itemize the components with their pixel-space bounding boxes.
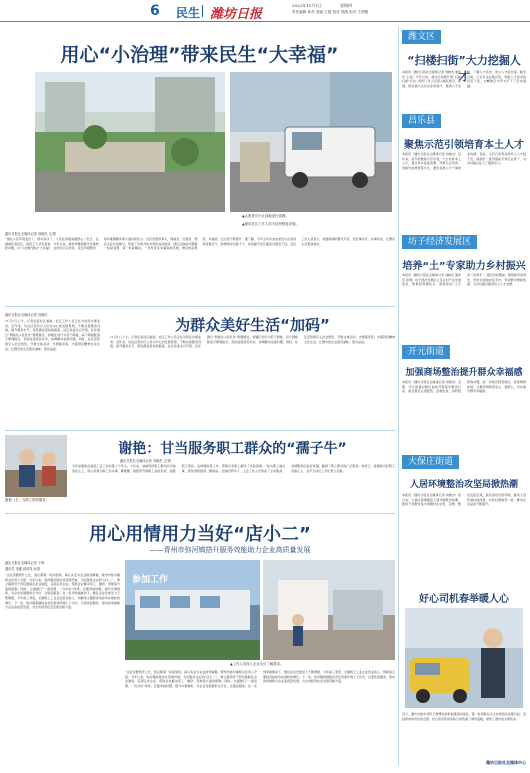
divider-3 [5, 513, 395, 514]
masthead [0, 0, 530, 22]
top-story-photo-2 [230, 72, 392, 212]
sidebar-body-1: 本报讯（潍坊日报社全媒体记者 刘晓杰 通讯员 王丽）今年以来，潍文区积极开展“扫楼扫街”行动，组织工作人员深入辖区楼宇、街道，挨家挨户走访企业和商户，摸清人才底数，了解人才需求，建立人才信息库。截至目前，已走访企业数百家，收集人才需求信息若干条，为精准引才育才打下了坚实基础。 [402, 70, 526, 88]
story3-caption: 谢艳（右）为职工提供服务。 [5, 498, 50, 502]
story4-photo-2 [263, 560, 395, 660]
story4-byline-2: 通讯员 李鑫 蒋成茂 孙国 [5, 567, 40, 571]
sidebar-body-3: 本报讯（潍坊日报社全媒体记者 刘晓杰 通讯员 孙明）坊子经济发展区立足乡村产业发展需求，积极培养懂技术、善经营的“土专家”“田秀才”，通过田间课堂、现场教学等形式，把技术送到农民手中，带动群众增收致富，为乡村振兴提供有力人才支撑。 [402, 273, 526, 287]
editor-credits: 责任编辑 孙杰 美编 王霞 校对 郑鸿 组对 王倩媛 [292, 10, 369, 14]
column-separator [398, 26, 399, 766]
sidebar-tag-4: 开元街道 [402, 345, 450, 359]
story4-photo-label: 参加工作 [132, 575, 169, 585]
sidebar-body-5: 本报讯（潍坊日报社全媒体记者 刘晓杰）连日来，大保庄街道掀起人居环境整治热潮，组织干部群众集中清理村庄垃圾、杂物，整治乱搭乱建，美化绿化村居环境，推动人居环境持续改善，村容村貌焕然一新，群众生活品质不断提升。 [402, 493, 526, 507]
sidebar-body-2: 本报讯（潍坊日报社全媒体记者 刘晓杰）近年来，昌乐县聚焦示范引领，大力培育本土人才，通过举办技能竞赛、开展专业培训、选树先进典型等方式，激发各类人才干事创业热情。目前，全县已培育各类本土人才数千名，涌现出一批带富能手和行业骨干，为乡村振兴注入了强劲动力。 [402, 152, 526, 170]
issue-weekday: 星期四 [340, 3, 352, 8]
top-story-body: “现在小区环境变好了，停车有序了，大家住得越来越舒心。”近日，在潍城区某社区，居民王大爷笑着说。今年以来，潍坊市聚焦群众急难愁盼问题，以“小治理”推动“大幸福”，在老旧小区改造、社区环境整治、停车难题解决等方面持续发力。社区党组织牵头，网格员、志愿者、物业企业共同参与，形成了共建共治共享的良好格局。居民反映的问题第一时间受理、第一时间解决，一件件民生实事落地见效，群众的获得感、幸福感、安全感不断提升。据了解，今年全市共完成老旧小区改造项目数百个，新增停车位数千个，改造提升社区服务设施若干处。社区工作人员表示，将继续倾听群众声音，把好事办好、实事办实，让群众生活更加美好。 [5, 237, 395, 251]
sidebar-title-6: 好心司机春举暖人心 [419, 594, 509, 605]
sidebar-title-5: 人居环境整治攻坚局掀热潮 [409, 480, 518, 490]
sidebar-tag-5: 大保庄街道 [402, 455, 459, 469]
story4-title: 用心用情用力当好“店小二” [89, 524, 311, 545]
page-section: 民生 [176, 6, 201, 20]
issue-date: 2022年11月1日 [292, 3, 322, 8]
story2-body: 11月1日上午，记者在某社区看到，社区工作人员正在为居民办理业务。近年来，该社区坚持以人民为中心的发展思想，不断完善服务设施，提升服务水平，居民满意度持续提高。社区党委书记介绍，社区推行“网格化+信息化”管理模式，将辖区划分为若干网格，每个网格配备专职网格员，及时收集居民诉求，协调解决各类问题。同时，社区还积极引入社会组织，开展文体活动、志愿服务等，丰富居民精神文化生活，让群众的生活更有滋味、更有品质。 [110, 335, 395, 349]
story4-body: “企业需要帮什么忙，我们都第一时间到场，真心实意为企业排忧解难。”青州市弥河镇相关负责人介绍。今年以来，弥河镇持续优化营商环境，当好服务企业的“店小二”，建立镇领导干部包靠联系企业制度，定期走访企业，帮助企业解决用工、融资、用地等方面的困难。同时，全面推行“一窗受理、一次办好”改革，压缩审批时限，提升办事效率，为企业发展提供全方位、全链条服务。在一系列举措推动下，辖区企业发展活力不断增强，今年前三季度，全镇规上工业企业营业收入、利税等主要经济指标均实现较快增长。下一步，弥河镇将继续在优化营商环境上下功夫，以更优的服务、更实的举措助力企业高质量发展，为全市经济社会发展贡献力量。 [125, 670, 395, 688]
story4-subtitle: ——青州市弥河镇搭升服务效能助力企业高质量发展 [149, 546, 311, 554]
sidebar-tag-3: 坊子经济发展区 [402, 235, 477, 249]
divider-2 [5, 430, 395, 431]
story3-photo [5, 435, 67, 497]
top-story-caption-1: ▲志愿者对小区绿地进行清理。 [242, 214, 289, 218]
masthead-divider [202, 5, 203, 17]
story2-body-left: 11月1日上午，记者在某社区看到，社区工作人员正在为居民办理业务。近年来，该社区坚持以人民为中心的发展思想，不断完善服务设施，提升服务水平，居民满意度持续提高。社区党委书记介绍，社区推行“网格化+信息化”管理模式，将辖区划分为若干网格，每个网格配备专职网格员，及时收集居民诉求，协调解决各类问题。同时，社区还积极引入社会组织，开展文体活动、志愿服务等，丰富居民精神文化生活，让群众的生活更有滋味、更有品质。 [5, 319, 100, 351]
top-story-caption-2: ▲潍坊社区工作人员为居民修复设施。 [242, 222, 299, 226]
story4-caption: ▲工作人员深入企业走访了解需求。 [230, 662, 284, 666]
sidebar-title-1: “扫楼扫街”大力挖掘人才 [407, 54, 521, 83]
sidebar-caption-6: 近日，潍坊出租车司机王师傅捡到乘客遗落的钱包，第一时间联系失主并将钱包完璧归赵，受到乘客和市民的点赞。好心的司机用实际行动传递了城市温暖，展现了潍坊的文明风采。 [402, 712, 526, 721]
story3-byline: 潍坊日报社全媒体记者 刘晓杰 文/图 [120, 459, 171, 463]
sidebar-tag-1: 潍文区 [402, 30, 441, 44]
top-story-title: 用心“小治理”带来民生“大幸福” [60, 44, 339, 66]
top-story-byline: 潍坊日报社全媒体记者 刘晓杰 文/图 [5, 232, 56, 236]
sidebar-photo [405, 608, 523, 708]
sidebar-body-4: 本报讯（潍坊日报社全媒体记者 刘晓杰）近期，开元街道对辖区商场开展集中整治行动，重点整治占道经营、乱堆乱放、消防隐患等问题，进一步规范经营秩序，改善购物环境，让群众购物更安心、更舒心，切实提升群众幸福感。 [402, 380, 526, 394]
story2-title: 为群众美好生活“加码” [175, 316, 330, 334]
top-story-photo [35, 72, 225, 212]
sidebar-tag-2: 昌乐县 [402, 114, 441, 128]
story3-body: 今年是谢艳在基层工会工作的第十个年头。十年来，她始终把职工群众的冷暖放在心上，用心用情为职工办实事、解难题。她组织开展职工技能培训、困难职工帮扶、法律援助等工作，帮助许多职工解决了实际困难。“能为职工做点事，我觉得很值得。”谢艳说。在她的带动下，工会工作人员形成了主动服务、热情服务的良好氛围，赢得了职工群众的广泛赞誉。她表示，将继续当好职工的贴心人，在平凡岗位上作出更大贡献。 [72, 464, 395, 473]
page-footer: 潍坊日报社全媒体中心 [486, 760, 526, 765]
divider-1 [5, 306, 395, 307]
sidebar-title-4: 加强商场整治提升群众幸福感 [405, 368, 523, 378]
story3-title: 谢艳：甘当服务职工群众的“孺子牛” [118, 441, 347, 457]
sidebar-title-2: 聚焦示范引领培育本土人才 [404, 140, 524, 151]
story2-byline: 潍坊日报社全媒体记者 刘晓杰 [5, 313, 48, 317]
page-number: 6 [150, 3, 160, 19]
newspaper-logo: 潍坊日报 [210, 7, 263, 22]
sidebar-title-3: 培养“土”专家助力乡村振兴 [402, 261, 526, 272]
story4-body-left: “企业需要帮什么忙，我们都第一时间到场，真心实意为企业排忧解难。”青州市弥河镇相关负责人介绍。今年以来，弥河镇持续优化营商环境，当好服务企业的“店小二”，建立镇领导干部包靠联系企业制度，定期走访企业，帮助企业解决用工、融资、用地等方面的困难。同时，全面推行“一窗受理、一次办好”改革，压缩审批时限，提升办事效率，为企业发展提供全方位、全链条服务。在一系列举措推动下，辖区企业发展活力不断增强，今年前三季度，全镇规上工业企业营业收入、利税等主要经济指标均实现较快增长。下一步，弥河镇将继续在优化营商环境上下功夫，以更优的服务、更实的举措助力企业高质量发展，为全市经济社会发展贡献力量。 [5, 573, 120, 610]
story4-byline: 潍坊日报社全媒体记者 于海 [5, 561, 45, 565]
